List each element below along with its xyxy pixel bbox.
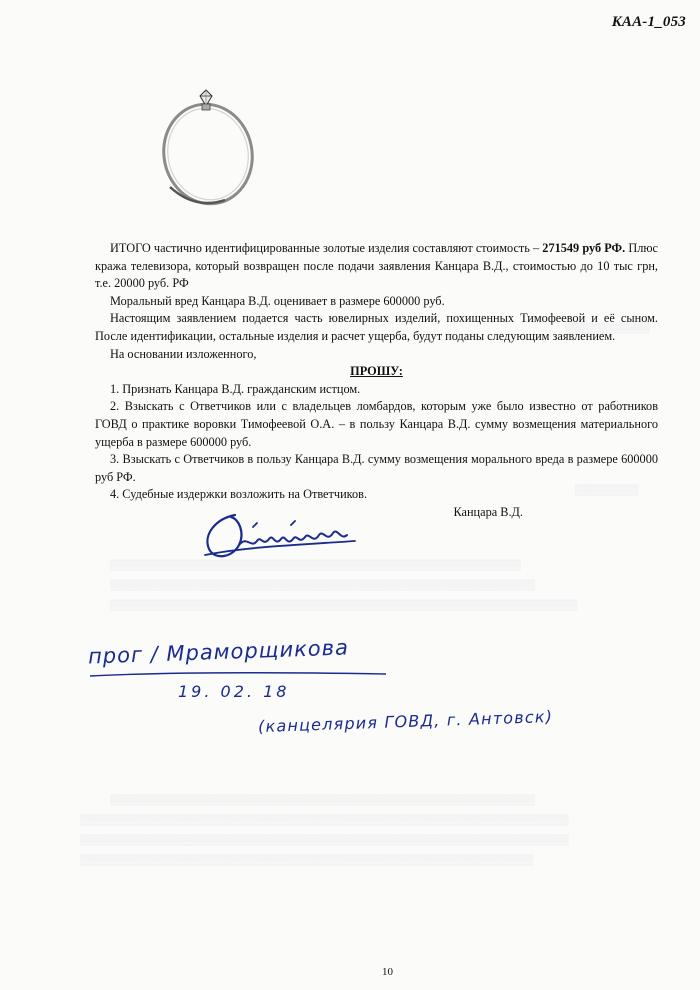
request-item: 3. Взыскать с Ответчиков в пользу Канцара В.Д. сумму возмещения морального вреда в размере 600000 руб РФ.: [95, 452, 658, 484]
bleed-through: ▒▒▒▒▒▒▒▒▒▒▒▒▒▒▒▒▒▒▒▒▒▒▒▒▒▒▒▒▒▒▒▒▒▒▒▒▒▒▒▒▒▒▒▒▒▒▒▒▒▒▒▒▒▒▒▒▒▒▒▒▒▒▒▒▒▒▒▒▒: [80, 835, 569, 846]
handwritten-office: (канцелярия ГОВД, г. Антовск): [257, 706, 554, 737]
request-title: ПРОШУ:: [350, 364, 403, 379]
page-number: 10: [382, 966, 393, 978]
total-prefix: ИТОГО частично идентифицированные золотые изделия составляют стоимость –: [110, 241, 543, 255]
bleed-through: ▒▒▒▒▒▒▒▒▒▒▒▒▒▒▒▒▒▒▒▒▒▒▒▒▒▒▒▒▒▒▒▒▒▒▒▒▒▒▒▒▒▒▒▒▒▒▒▒▒▒▒▒▒▒▒▒▒▒▒▒: [110, 795, 536, 806]
bleed-through: ▒▒▒▒▒▒▒▒▒▒▒▒▒▒▒▒▒▒▒▒▒▒▒▒▒▒▒▒▒▒▒▒▒▒▒▒▒▒▒▒▒▒▒▒▒▒▒▒▒▒▒▒▒▒▒▒▒▒: [110, 560, 521, 571]
bleed-through: ▒▒▒▒▒▒▒▒▒: [575, 485, 639, 496]
document-body: [95, 240, 658, 522]
request-item: 1. Признать Канцара В.Д. гражданским истцом.: [110, 381, 361, 396]
request-item: 2. Взыскать с Ответчиков или с владельцев ломбардов, которым уже было известно от работников ГОВД о практике воровки Тимофеевой О.А. – в пользу Канцара В.Д. сумму возмещения материального ущерба в размере 600000 руб.: [95, 399, 658, 449]
bleed-through: ▒▒▒▒▒▒▒▒▒▒▒▒▒▒▒▒▒▒▒▒▒▒▒▒▒▒▒▒▒▒▒▒▒▒▒▒▒▒▒▒▒▒▒▒▒▒▒▒▒▒▒▒▒▒▒▒▒▒▒▒▒▒▒▒: [80, 855, 534, 866]
bleed-through: ▒▒▒▒▒▒▒▒▒▒▒▒: [565, 323, 651, 334]
handwritten-underline: [88, 670, 388, 678]
total-suffix: Плюс кража телевизора, который возвращен после подачи заявления Канцара В.Д., стоимостью до 10 тыс грн, т.е. 20000 руб. РФ: [95, 241, 658, 291]
bleed-through: ▒▒▒▒▒▒▒▒▒▒▒▒▒▒▒▒▒▒▒▒▒▒▒▒▒▒▒▒▒▒▒▒▒▒▒▒▒▒▒▒▒▒▒▒▒▒▒▒▒▒▒▒▒▒▒▒▒▒▒▒: [110, 580, 536, 591]
handwritten-registrar: прог / Мраморщикова: [87, 635, 350, 669]
ring-image: [150, 82, 265, 212]
signer-name: Канцара В.Д.: [453, 504, 523, 519]
statement-paragraph: Настоящим заявлением подается часть ювелирных изделий, похищенных Тимофеевой и её сыном. После идентификации, остальные изделия и расчет ущерба, будут поданы следующим заявлением.: [95, 311, 658, 343]
basis-paragraph: На основании изложенного,: [110, 346, 257, 361]
handwritten-date: 19. 02. 18: [178, 682, 290, 701]
document-code: KAA-1_053: [611, 14, 686, 30]
total-paragraph: [95, 240, 658, 293]
total-amount: 271549 руб РФ.: [542, 241, 626, 255]
request-item: 4. Судебные издержки возложить на Ответчиков.: [110, 487, 368, 502]
moral-damage-paragraph: Моральный вред Канцара В.Д. оценивает в размере 600000 руб.: [110, 293, 445, 308]
signature: [195, 505, 365, 570]
bleed-through: ▒▒▒▒▒▒▒▒▒▒▒▒▒▒▒▒▒▒▒▒▒▒▒▒▒▒▒▒▒▒▒▒▒▒▒▒▒▒▒▒▒▒▒▒▒▒▒▒▒▒▒▒▒▒▒▒▒▒▒▒▒▒▒▒▒▒▒▒▒: [80, 815, 569, 826]
bleed-through: ▒▒▒▒▒▒▒▒▒▒▒▒▒▒▒▒▒▒▒▒▒▒▒▒▒▒▒▒▒▒▒▒▒▒▒▒▒▒▒▒▒▒▒▒▒▒▒▒▒▒▒▒▒▒▒▒▒▒▒▒▒▒▒▒▒▒: [110, 600, 578, 611]
